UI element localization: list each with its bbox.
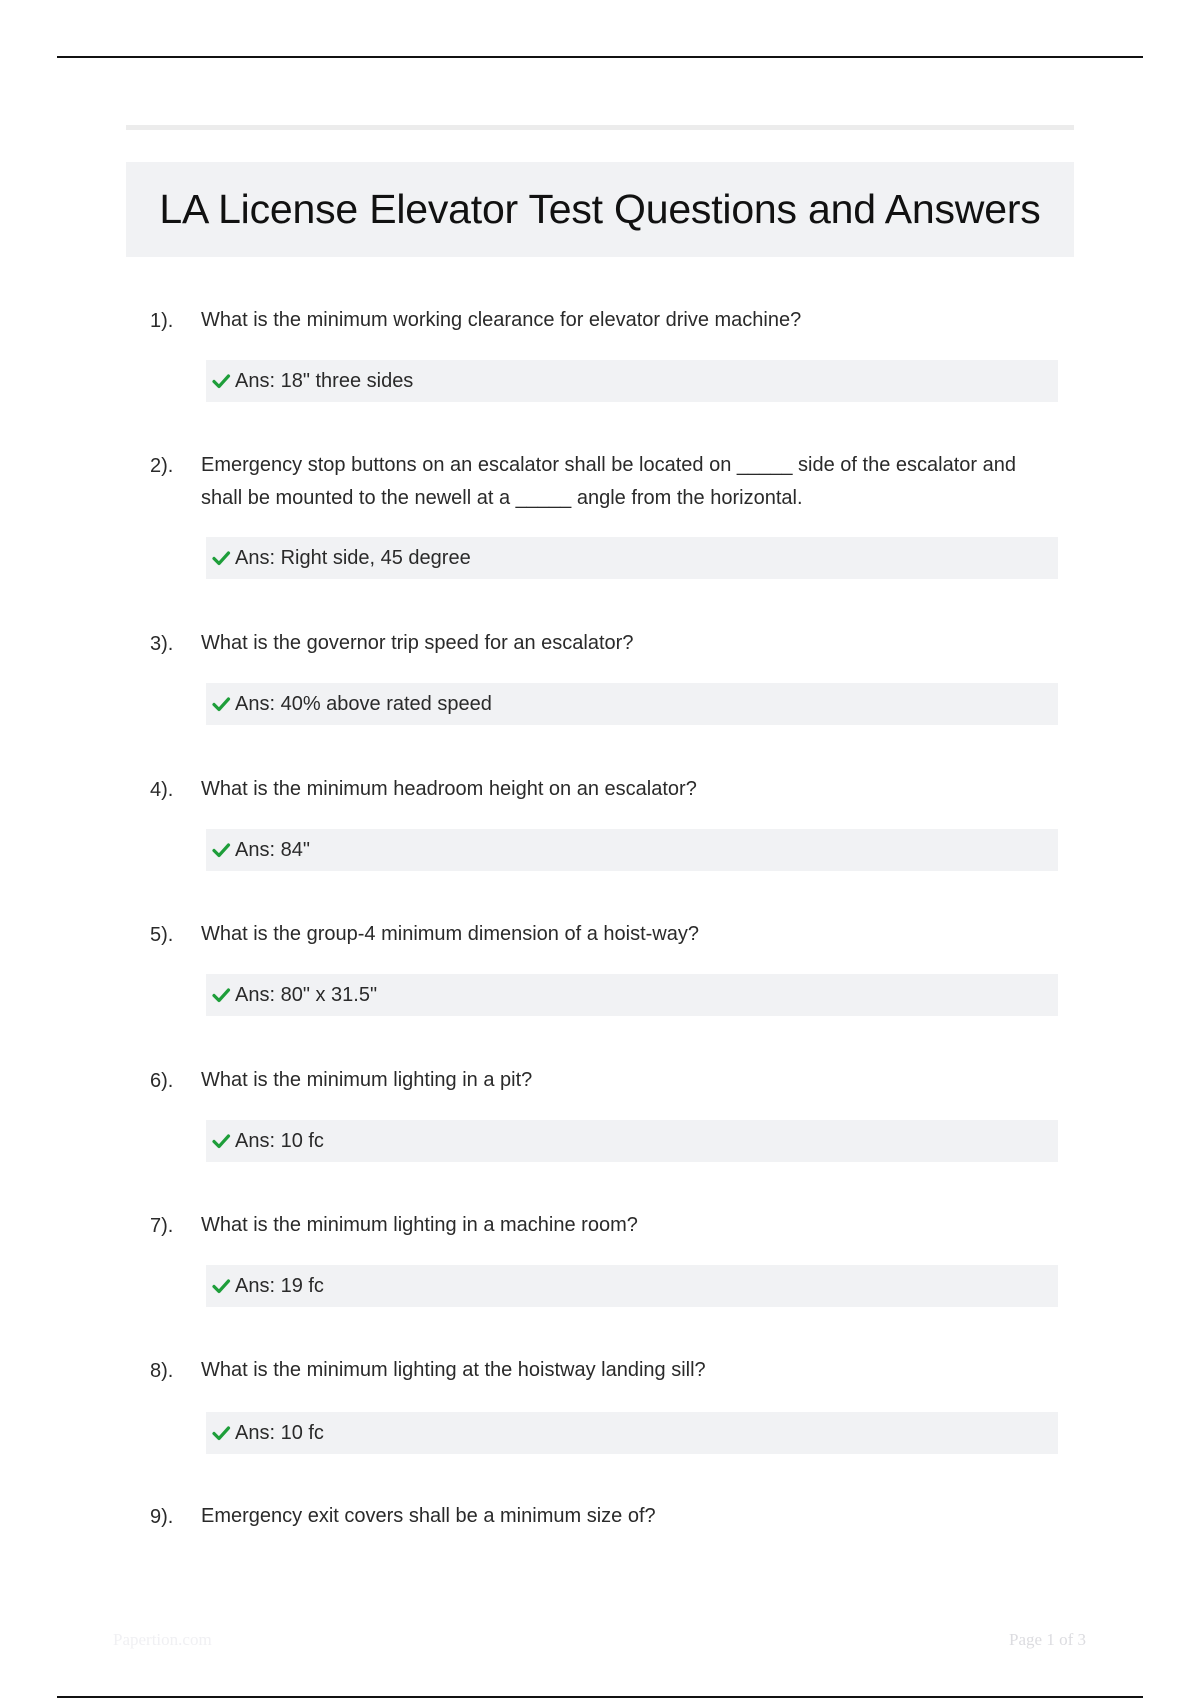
question-number: 7). — [150, 1215, 174, 1237]
answer-text: Ans: 19 fc — [235, 1274, 324, 1297]
question-text: What is the minimum lighting in a pit? — [201, 1069, 533, 1091]
check-icon — [211, 371, 231, 391]
answer-box — [206, 537, 1058, 579]
question-number: 3). — [150, 633, 174, 655]
page-indicator: Page 1 of 3 — [1009, 1630, 1086, 1649]
document-title: LA License Elevator Test Questions and Answers — [159, 186, 1041, 232]
title-banner — [126, 162, 1074, 257]
footer-watermark: Papertion.com — [113, 1630, 212, 1649]
answer-box — [206, 829, 1058, 871]
question-number: 1). — [150, 310, 174, 332]
check-icon — [211, 1276, 231, 1296]
question-number: 4). — [150, 779, 174, 801]
check-icon — [211, 548, 231, 568]
question-text: What is the minimum working clearance for elevator drive machine? — [201, 309, 802, 331]
question-number: 8). — [150, 1360, 174, 1382]
answer-box — [206, 683, 1058, 725]
answer-box — [206, 1412, 1058, 1454]
question-number: 6). — [150, 1070, 174, 1092]
answer-text: Ans: 18" three sides — [235, 369, 414, 392]
question-text: What is the group-4 minimum dimension of a hoist-way? — [201, 923, 699, 945]
question-number: 9). — [150, 1506, 174, 1528]
answer-text: Ans: 10 fc — [235, 1421, 324, 1444]
answer-text: Ans: 10 fc — [235, 1129, 324, 1152]
answer-box — [206, 1265, 1058, 1307]
question-text: Emergency exit covers shall be a minimum size of? — [201, 1505, 656, 1527]
check-icon — [211, 1131, 231, 1151]
top-rule — [57, 56, 1143, 58]
check-icon — [211, 1423, 231, 1443]
check-icon — [211, 840, 231, 860]
header-divider — [126, 125, 1074, 130]
question-text: What is the minimum headroom height on an escalator? — [201, 778, 697, 800]
answer-box — [206, 974, 1058, 1016]
answer-text: Ans: 84" — [235, 838, 310, 861]
bottom-rule — [57, 1696, 1143, 1698]
check-icon — [211, 694, 231, 714]
check-icon — [211, 985, 231, 1005]
answer-text: Ans: 80" x 31.5" — [235, 983, 378, 1006]
answer-box — [206, 1120, 1058, 1162]
question-text: What is the minimum lighting at the hoistway landing sill? — [201, 1359, 706, 1381]
answer-text: Ans: 40% above rated speed — [235, 692, 492, 715]
question-text: What is the minimum lighting in a machine room? — [201, 1214, 638, 1236]
answer-text: Ans: Right side, 45 degree — [235, 546, 471, 569]
question-number: 5). — [150, 924, 174, 946]
question-text: Emergency stop buttons on an escalator shall be located on _____ side of the escalator and shall be mounted to the newell at a _____ angle from the horizontal. — [201, 454, 1016, 509]
question-number: 2). — [150, 455, 174, 477]
question-text: What is the governor trip speed for an escalator? — [201, 632, 634, 654]
answer-box — [206, 360, 1058, 402]
